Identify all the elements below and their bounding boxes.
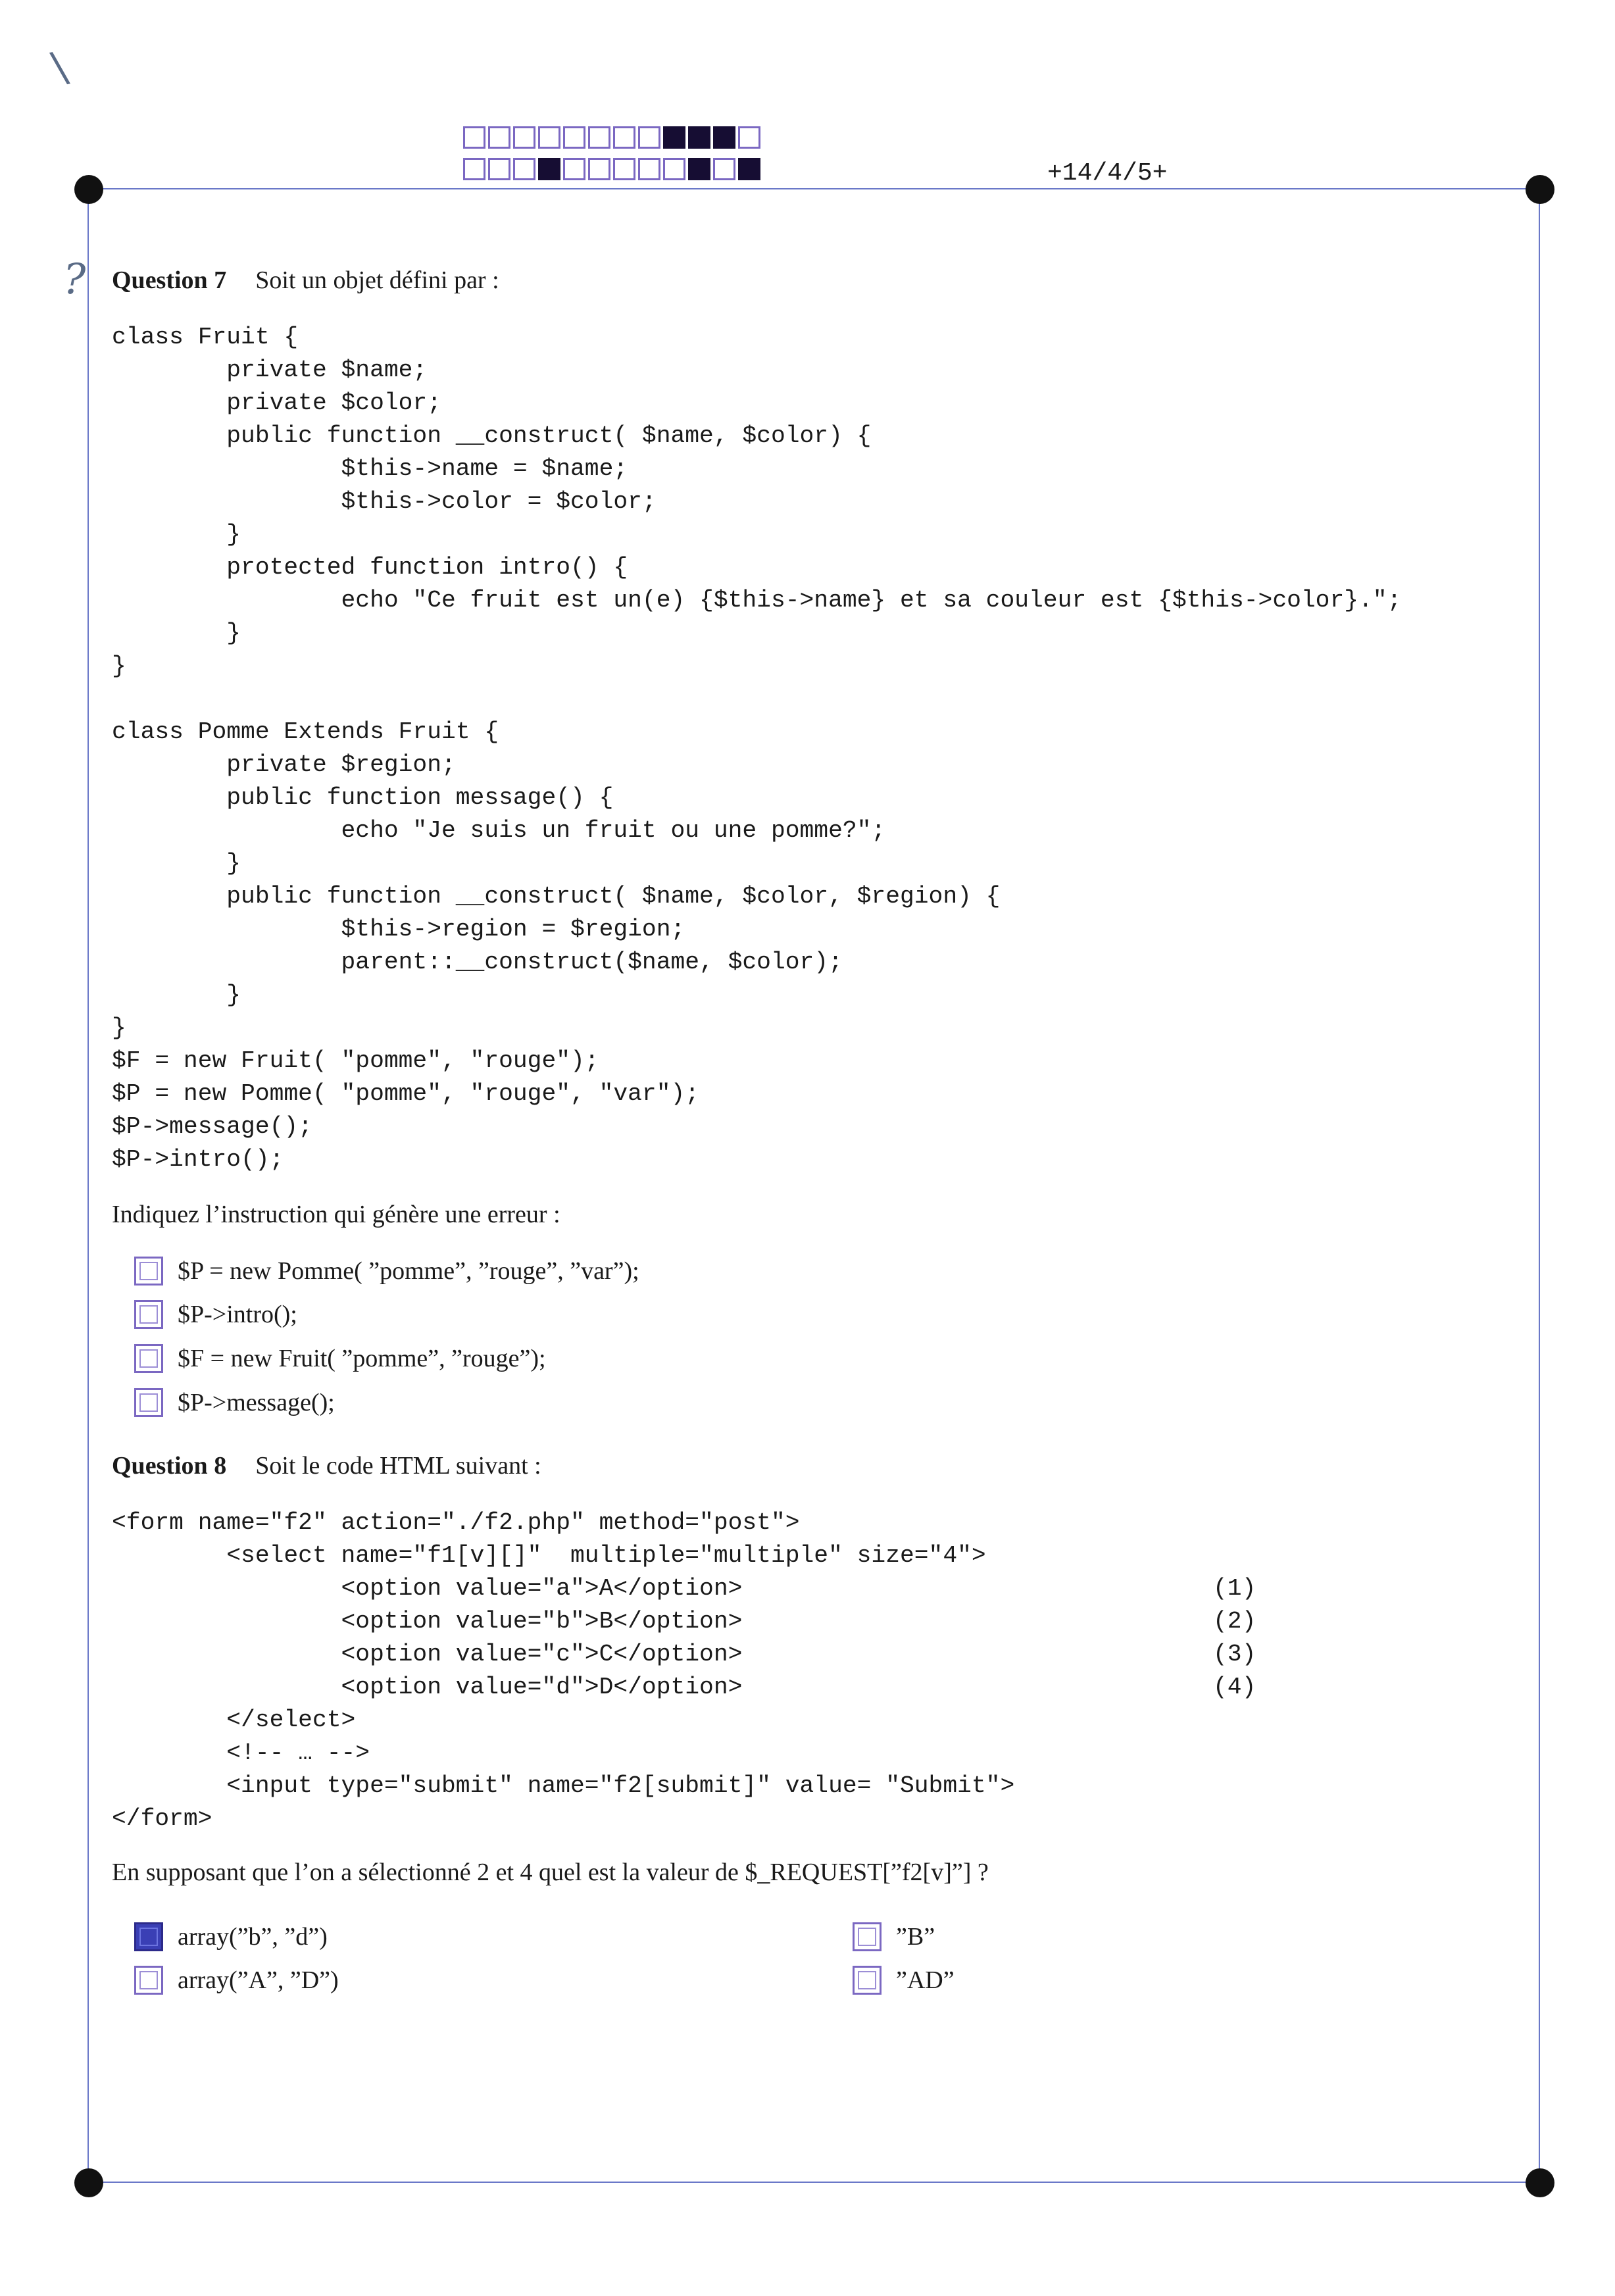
id-boxes-row-1 bbox=[463, 126, 760, 149]
question-8-prompt: En supposant que l’on a sélectionné 2 et 4 quel est la valeur de $_REQUEST[”f2[v]”] ? bbox=[112, 1859, 989, 1886]
q7-choice-1[interactable] bbox=[134, 1257, 639, 1285]
question-7-prompt: Indiquez l’instruction qui génère une erreur : bbox=[112, 1201, 560, 1228]
line-number: (1) bbox=[1213, 1575, 1256, 1602]
q8-choice-3[interactable] bbox=[134, 1966, 339, 1995]
id-box-empty bbox=[463, 158, 485, 180]
id-box-empty bbox=[563, 126, 585, 149]
id-boxes-row-2 bbox=[463, 158, 760, 180]
choice-label: ”B” bbox=[896, 1923, 935, 1951]
id-box-filled bbox=[663, 126, 685, 149]
question-7-heading bbox=[112, 266, 499, 295]
question-7-code: class Fruit { private $name; private $color; public function __construct( $name, $color) { $this->name = $name; $this->color = $color; } protected function intro() { echo "Ce fruit est un(e) {$this->name} et sa couleur est {$this->color}."; } } class Pomme Extends Fruit { private $region; public function message() { echo "Je suis un fruit ou une pomme?"; } public function __construct( $name, $color, $region) { $this->region = $region; parent::__construct($name, $color); } } $F = new Fruit( "pomme", "rouge"); $P = new Pomme( "pomme", "rouge", "var"); $P->message(); $P->intro(); bbox=[112, 324, 1402, 1173]
choice-label: $P->intro(); bbox=[178, 1301, 297, 1328]
corner-mark-top-right bbox=[1526, 175, 1554, 204]
id-box-empty bbox=[588, 158, 610, 180]
question-8-code: <form name="f2" action="./f2.php" method="post"> <select name="f1[v][]" multiple="multiple" size="4"> <option value="a">A</option> <option value="b">B</option> <option value="c">C</option> <option value="d">D</option> </select> <!-- … --> <input type="submit" name="f2[submit]" value= "Submit"> </form> bbox=[112, 1509, 1015, 1832]
choice-label: $P->message(); bbox=[178, 1389, 335, 1416]
question-7-margin-mark: ? bbox=[63, 255, 86, 304]
corner-mark-bottom-right bbox=[1526, 2168, 1554, 2197]
question-7-label: Question 7 bbox=[112, 266, 227, 294]
q8-choice-4[interactable] bbox=[853, 1966, 955, 1995]
margin-pen-mark: \ bbox=[47, 42, 72, 93]
question-8-label: Question 8 bbox=[112, 1452, 227, 1480]
id-box-filled bbox=[538, 158, 560, 180]
id-box-filled bbox=[738, 158, 760, 180]
choice-label: ”AD” bbox=[896, 1966, 955, 1994]
checkbox[interactable] bbox=[853, 1922, 882, 1951]
id-box-empty bbox=[638, 158, 660, 180]
id-box-empty bbox=[713, 158, 735, 180]
id-box-empty bbox=[663, 158, 685, 180]
question-8-intro: Soit le code HTML suivant : bbox=[255, 1452, 541, 1480]
q8-choice-2[interactable] bbox=[853, 1922, 935, 1951]
q7-choice-2[interactable] bbox=[134, 1300, 297, 1329]
checkbox[interactable] bbox=[134, 1344, 163, 1373]
id-box-filled bbox=[713, 126, 735, 149]
id-box-empty bbox=[588, 126, 610, 149]
checkbox[interactable] bbox=[134, 1922, 163, 1951]
choice-label: $F = new Fruit( ”pomme”, ”rouge”); bbox=[178, 1345, 546, 1372]
line-number: (2) bbox=[1213, 1608, 1256, 1635]
choice-label: $P = new Pomme( ”pomme”, ”rouge”, ”var”); bbox=[178, 1257, 639, 1285]
id-box-empty bbox=[613, 126, 635, 149]
question-8-heading bbox=[112, 1451, 541, 1480]
id-box-empty bbox=[638, 126, 660, 149]
question-7-intro: Soit un objet défini par : bbox=[255, 266, 499, 294]
id-box-filled bbox=[688, 158, 710, 180]
choice-label: array(”A”, ”D”) bbox=[178, 1966, 339, 1994]
id-box-empty bbox=[513, 158, 535, 180]
q8-choice-1[interactable] bbox=[134, 1922, 328, 1951]
choice-label: array(”b”, ”d”) bbox=[178, 1923, 328, 1951]
corner-mark-bottom-left bbox=[74, 2168, 103, 2197]
corner-mark-top-left bbox=[74, 175, 103, 204]
id-box-empty bbox=[738, 126, 760, 149]
id-box-empty bbox=[488, 126, 510, 149]
checkbox[interactable] bbox=[134, 1388, 163, 1417]
checkbox[interactable] bbox=[134, 1966, 163, 1995]
id-box-empty bbox=[538, 126, 560, 149]
checkbox[interactable] bbox=[853, 1966, 882, 1995]
checkbox[interactable] bbox=[134, 1300, 163, 1329]
id-box-filled bbox=[688, 126, 710, 149]
q7-choice-3[interactable] bbox=[134, 1344, 546, 1373]
id-box-empty bbox=[463, 126, 485, 149]
id-box-empty bbox=[488, 158, 510, 180]
q7-choice-4[interactable] bbox=[134, 1388, 335, 1417]
checkbox[interactable] bbox=[134, 1257, 163, 1285]
line-number: (4) bbox=[1213, 1674, 1256, 1701]
id-box-empty bbox=[513, 126, 535, 149]
line-number: (3) bbox=[1213, 1641, 1256, 1668]
id-box-empty bbox=[563, 158, 585, 180]
page-code: +14/4/5+ bbox=[1047, 159, 1168, 187]
id-box-empty bbox=[613, 158, 635, 180]
